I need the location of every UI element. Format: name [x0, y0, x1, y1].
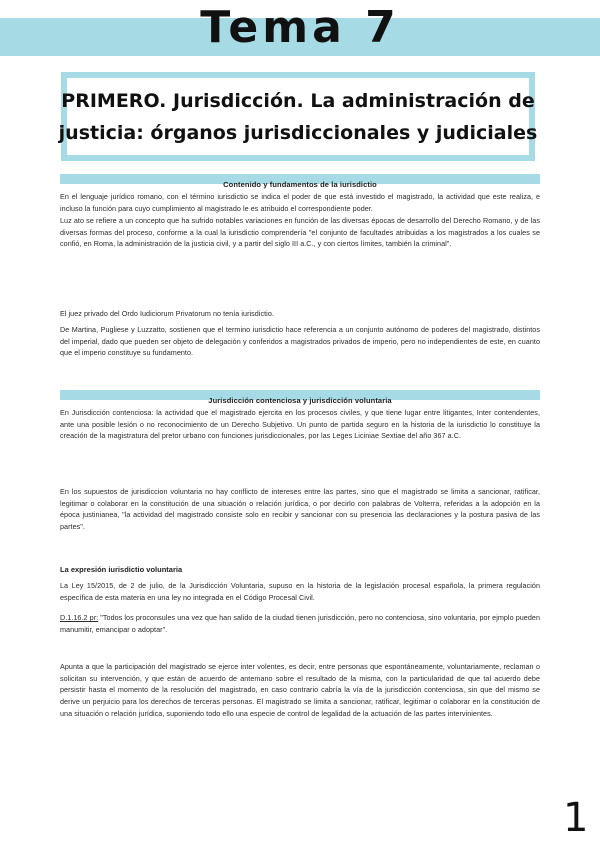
section-bar-contenido	[60, 174, 540, 189]
citation-reference: D.1.16.2 pr:	[60, 613, 99, 622]
paragraph: En el lenguaje jurídico romano, con el término iurisdictio se indica el poder de que está investido el magistrado, la actividad que este realiza, e incluso la función para cuyo cumplimiento al magistrado le es atribuido el correspondiente poder.	[60, 192, 540, 213]
citation-text: "Todos los proconsules una vez que han salido de la ciudad tienen jurisdicción, pero no contenciosa, sino voluntaria, por ejmplo pueden manumitir, emancipar o adoptar".	[60, 613, 540, 634]
page-title: Tema 7	[200, 2, 400, 53]
paragraph: Apunta a que la participación del magistrado se ejerce inter volentes, es decir, entre personas que espontáneamente, voluntariamente, reclaman o solicitan su intervención, y que están de acuerdo de antemano sobre el resultado de la misma, con la particularidad de que tal acuerdo debe persistir hasta el momento de la resolución del magistrado, en caso contrario cabría la vía de la jurisdicción contenciosa, sin que del mismo se derive un perjuicio para los derechos de terceras personas. El magistrado se limita a sancionar, ratificar, legitimar o colaborar en la constitución de una situación o relación jurídica, suponiendo todo ello una especie de control de legalidad de la actuación de las partes intervinientes.	[60, 662, 540, 718]
page-number: 1	[563, 795, 589, 841]
paragraph: De Martina, Pugliese y Luzzatto, sostienen que el termino iurisdictio hace referencia a un conjunto autónomo de poderes del magistrado, distintos del imperial, dado que pueden ser objeto de delegación y conferidos a magistrados privados de imperio, pero no independientes de este, en cuanto que el imperio constituye su fundamento.	[60, 325, 540, 358]
section-title: Contenido y fundamentos de la iurisdictio	[223, 180, 377, 189]
section-title: Jurisdicción contenciosa y jurisdicción voluntaria	[208, 396, 392, 405]
paragraph: En Jurisdicción contenciosa: la actividad que el magistrado ejercita en los procesos civiles, y que tiene lugar entre litigantes, Inter contendentes, ante una posible lesión o no reconocimiento de un Derecho Subjetivo. Un punto de partida seguro en la historia de la iurisdictio lo constituye la creación de la magistratura del pretor urbano con funciones jurisdiccionales, por las Leges Liciniae Sextiae del año 367 a.C.	[60, 408, 540, 441]
paragraph: La Ley 15/2015, de 2 de julio, de la Jurisdicción Voluntaria, supuso en la historia de la legislación procesal española, la primera regulación específica de esta materia en una ley no integrada en el Código Procesal Civil.	[60, 581, 540, 602]
section-bar-jurisdiccion	[60, 390, 540, 405]
paragraph: Luz ato se refiere a un concepto que ha sufrido notables variaciones en función de las diversas épocas de desarrollo del Derecho Romano, y de las diversas formas del proceso, conforme a la cual la iurisdictio comprendería "el conjunto de facultades atribuidas a los magistrados a los cuales se confió, en Roma, la administración de la justicia civil, y a partir del siglo III a.C., y con ciertos límites, también la criminal".	[60, 216, 540, 249]
paragraph: En los supuestos de jurisdiccion voluntaria no hay conflicto de intereses entre las partes, sino que el magistrado se limita a sancionar, ratificar, legitimar o colaborar en la constitución de una situación o relación jurídica, o por decirlo con palabras de Volterra, referidas a la adopción en la época justinianea, "la actividad del magistrado consiste solo en recibir y sancionar con su presencia las declaraciones y la postura pasiva de las partes".	[60, 487, 540, 532]
paragraph-citation	[60, 612, 540, 635]
section-heading-box	[58, 72, 538, 161]
heading-line-2: justicia: órganos jurisdiccionales y judiciales	[58, 121, 538, 144]
paragraph: El juez privado del Ordo Iudiciorum Privatorum no tenía iurisdictio.	[60, 309, 274, 318]
subheading: La expresión iurisdictio voluntaria	[60, 565, 183, 574]
heading-line-1: PRIMERO. Jurisdicción. La administración de	[61, 89, 535, 112]
